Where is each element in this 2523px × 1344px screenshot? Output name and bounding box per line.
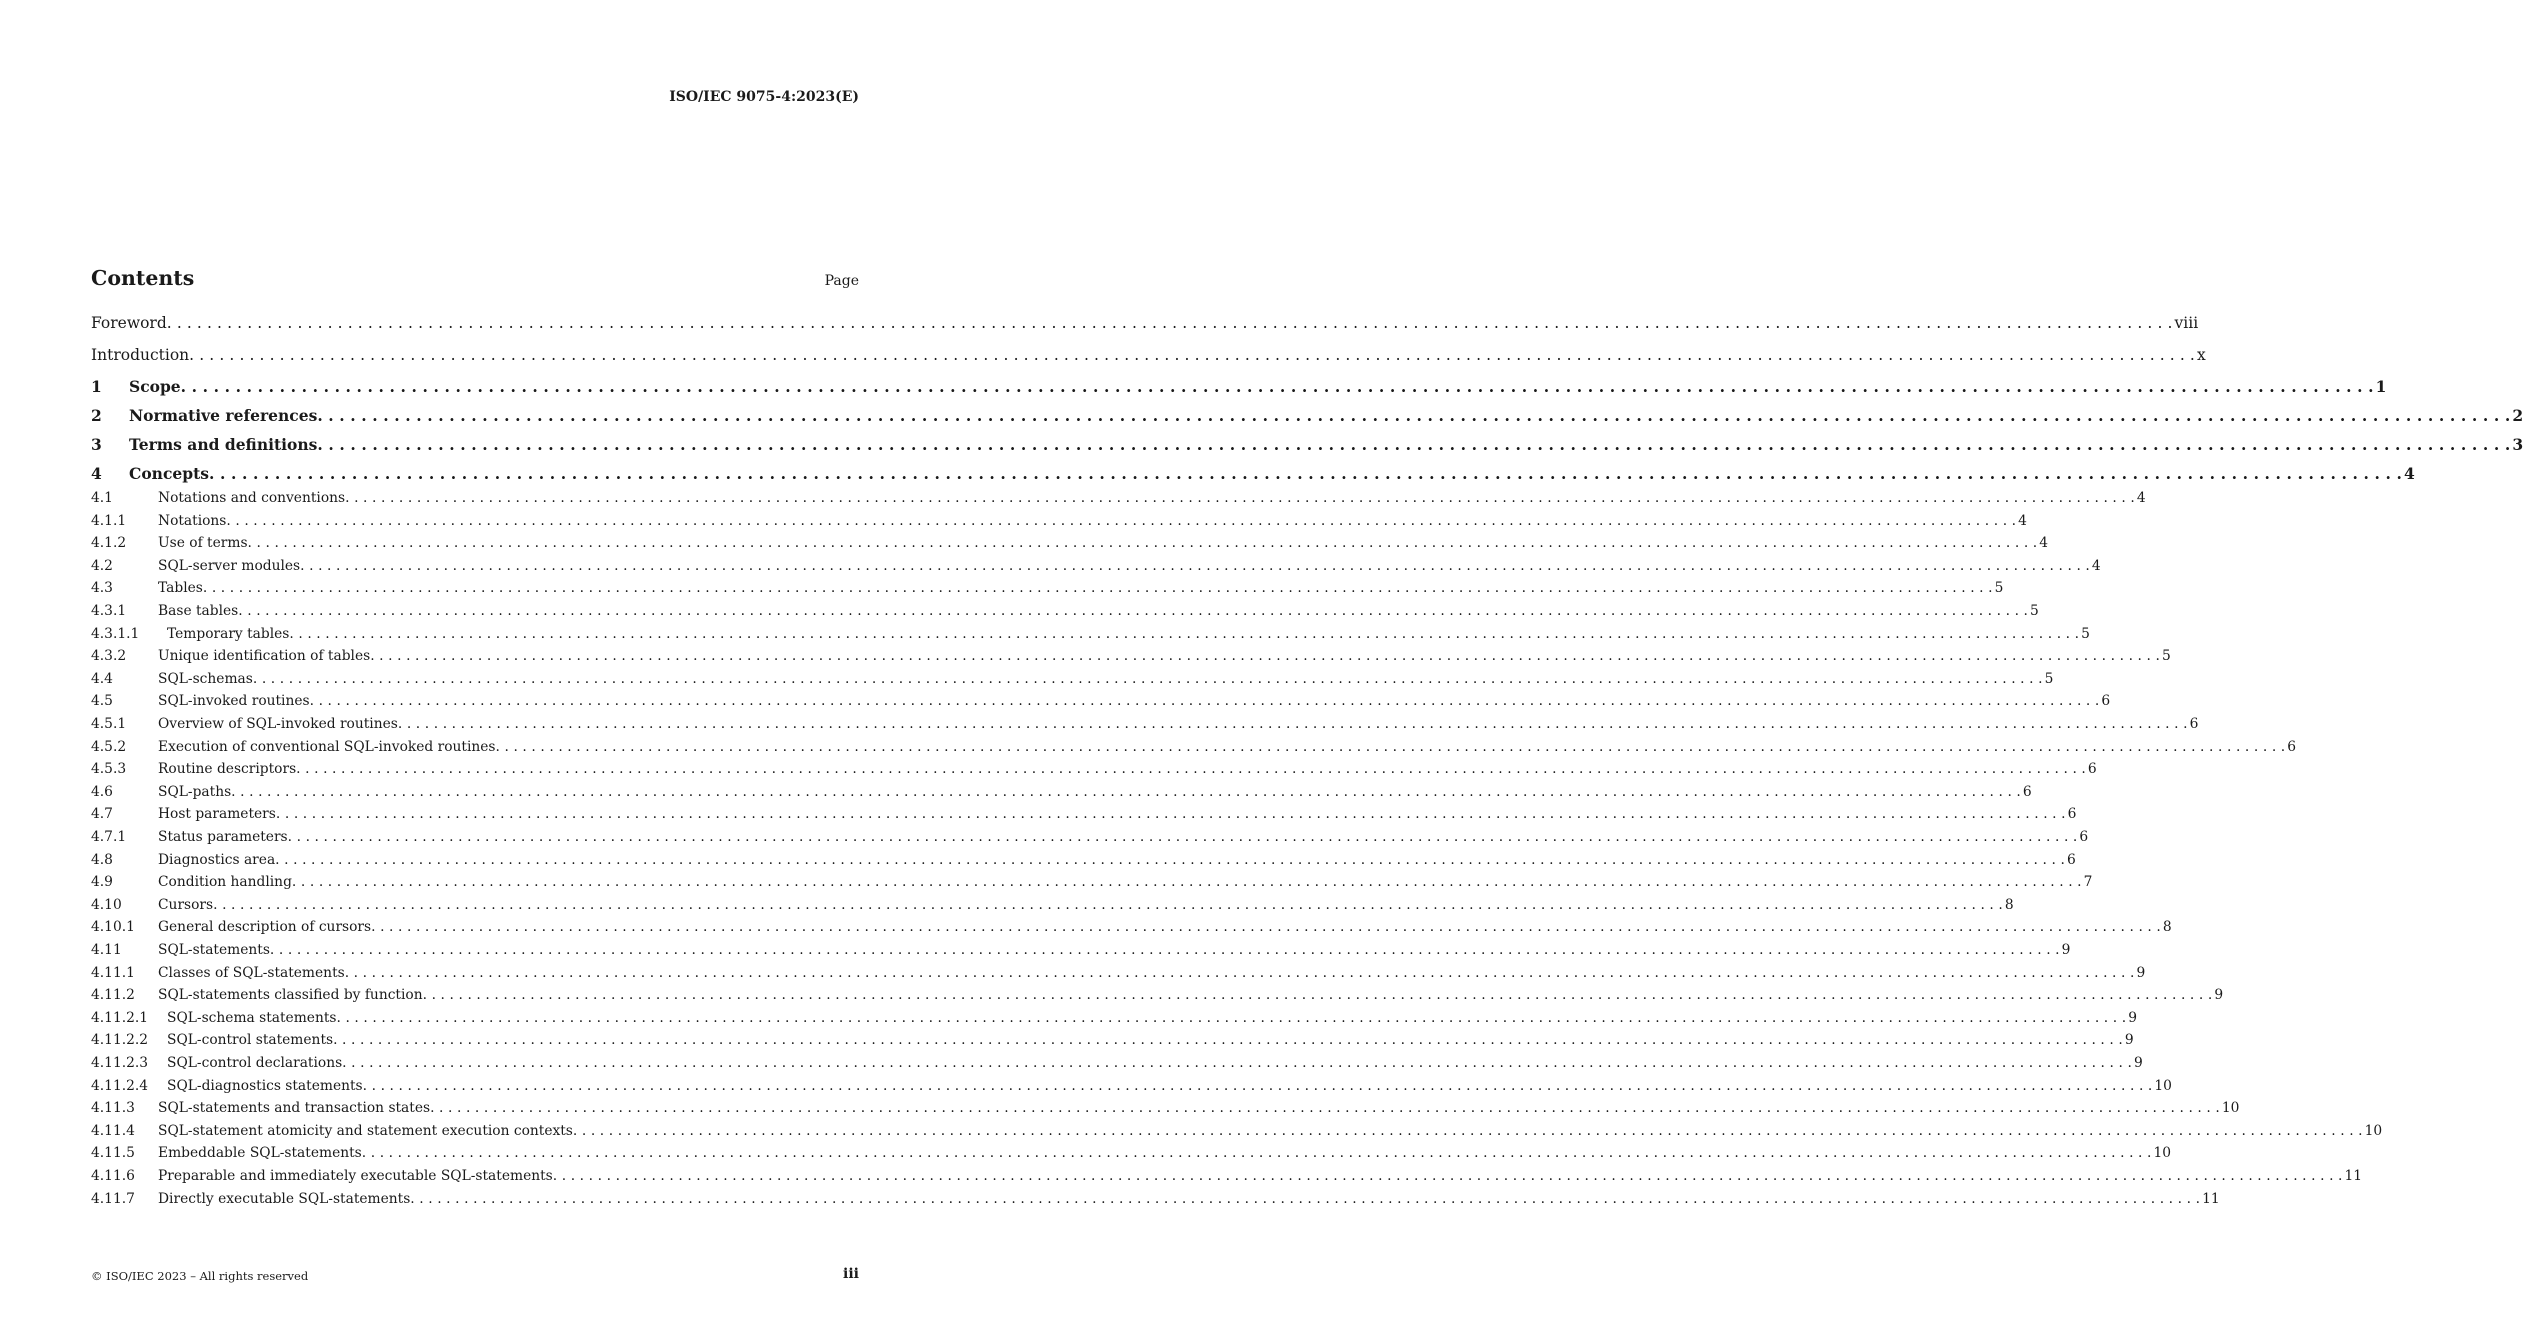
toc-dot-leader: . . . . . . . . . . . . . . . . . . . . . . . . . . . . . . . . . . . . . . . . . . . . . . . . . . . . . . . . . . . . . . . . . . . . . . . . . . . . . . . . . . . . . . . . . . . . . . . . . . . . . . . . . . . . . . . . . . . . . . . . . . . . . . . . . . . . . . . . . . . . . . . . . . . . . . . . . . . . . . . . . . . . . . . . . . . . . . . . . . . . . . . . . . . . . . . . . . . . . . . . (287, 829, 2078, 845)
toc-entry-number: 4.5.3 (91, 761, 127, 778)
toc-entry-number: 4.10 (91, 896, 122, 913)
toc-entry[interactable] (91, 1032, 2134, 1054)
toc-entry-page: 9 (2136, 964, 2146, 981)
toc-entry-number: 4.3.1 (91, 603, 127, 619)
toc-entry-number: 4.11.7 (91, 1190, 135, 1207)
toc-entry-page: 6 (2087, 761, 2097, 778)
toc-dot-leader: . . . . . . . . . . . . . . . . . . . . . . . . . . . . . . . . . . . . . . . . . . . . . . . . . . . . . . . . . . . . . . . . . . . . . . . . . . . . . . . . . . . . . . . . . . . . . . . . . . . . . . . . . . . . . . . . . . . . . . . . . . . . . . . . . . . . . . . . . . . . . . . . . . . . . . . . . . . . . . . . . . . . . . . . . . . . . . . . . . . . . . . . . . . . . . . . . . . . . . . . (333, 1032, 2123, 1049)
toc-entry[interactable] (91, 1055, 2143, 1077)
toc-entry-page: 9 (2133, 1055, 2143, 1071)
toc-entry-number: 4.11.2.1 (91, 1009, 149, 1026)
toc-entry[interactable] (91, 377, 2387, 399)
toc-entry[interactable] (91, 346, 2206, 368)
toc-entry-title: SQL-control declarations (167, 1055, 343, 1071)
toc-entry[interactable] (91, 919, 2172, 941)
toc-entry[interactable] (91, 964, 2146, 987)
toc-dot-leader: . . . . . . . . . . . . . . . . . . . . . . . . . . . . . . . . . . . . . . . . . . . . . . . . . . . . . . . . . . . . . . . . . . . . . . . . . . . . . . . . . . . . . . . . . . . . . . . . . . . . . . . . . . . . . . . . . . . . . . . . . . . . . . . . . . . . . . . . . . . . . . . . . . . . . . . . . . . . . . . . . . . . . . . . . . . . . . . . . . . . . . . . . . . . . . . . . . . . . . . . (180, 377, 2374, 396)
toc-dot-leader: . . . . . . . . . . . . . . . . . . . . . . . . . . . . . . . . . . . . . . . . . . . . . . . . . . . . . . . . . . . . . . . . . . . . . . . . . . . . . . . . . . . . . . . . . . . . . . . . . . . . . . . . . . . . . . . . . . . . . . . . . . . . . . . . . . . . . . . . . . . . . . . . . . . . . . . . . . . . . . . . . . . . . . . . . . . . . . . . . . . . . . . . . . . . . . . . . . . . . . . . (269, 942, 2060, 958)
toc-entry[interactable] (91, 693, 2111, 715)
toc-entry-title: Overview of SQL-invoked routines (158, 716, 398, 732)
toc-dot-leader: . . . . . . . . . . . . . . . . . . . . . . . . . . . . . . . . . . . . . . . . . . . . . . . . . . . . . . . . . . . . . . . . . . . . . . . . . . . . . . . . . . . . . . . . . . . . . . . . . . . . . . . . . . . . . . . . . . . . . . . . . . . . . . . . . . . . . . . . . . . . . . . . . . . . . . . . . . . . . . . . . . . . . . . . . . . . . . . . . . . . . . . . . . . . . . . . . . . . . . . . (208, 464, 2402, 483)
page-column-label: Page (824, 273, 859, 289)
toc-entry[interactable] (91, 1145, 2172, 1167)
toc-entry-title: Diagnostics area (158, 851, 276, 868)
toc-dot-leader: . . . . . . . . . . . . . . . . . . . . . . . . . . . . . . . . . . . . . . . . . . . . . . . . . . . . . . . . . . . . . . . . . . . . . . . . . . . . . . . . . . . . . . . . . . . . . . . . . . . . . . . . . . . . . . . . . . . . . . . . . . . . . . . . . . . . . . . . . . . . . . . . . . . . . . . . . . . . . . . . . . . . . . . . . . . . . . . . . . . . . . . . . . . . . . . . . . . . . . . . (317, 406, 2511, 425)
toc-dot-leader: . . . . . . . . . . . . . . . . . . . . . . . . . . . . . . . . . . . . . . . . . . . . . . . . . . . . . . . . . . . . . . . . . . . . . . . . . . . . . . . . . . . . . . . . . . . . . . . . . . . . . . . . . . . . . . . . . . . . . . . . . . . . . . . . . . . . . . . . . . . . . . . . . . . . . . . . . . . . . . . . . . . . . . . . . . . . . . . . . . . . . . . . . . . . . . . . . . . . . . . . (371, 919, 2161, 936)
toc-entry-page: 8 (2004, 896, 2014, 913)
toc-entry-title: Foreword (91, 314, 167, 332)
toc-dot-leader: . . . . . . . . . . . . . . . . . . . . . . . . . . . . . . . . . . . . . . . . . . . . . . . . . . . . . . . . . . . . . . . . . . . . . . . . . . . . . . . . . . . . . . . . . . . . . . . . . . . . . . . . . . . . . . . . . . . . . . . . . . . . . . . . . . . . . . . . . . . . . . . . . . . . . . . . . . . . . . . . . . . . . . . . . . . . . . . . . . . . . . . . . . . . . . . . . . . . . . . . (362, 1077, 2153, 1094)
toc-dot-leader: . . . . . . . . . . . . . . . . . . . . . . . . . . . . . . . . . . . . . . . . . . . . . . . . . . . . . . . . . . . . . . . . . . . . . . . . . . . . . . . . . . . . . . . . . . . . . . . . . . . . . . . . . . . . . . . . . . . . . . . . . . . . . . . . . . . . . . . . . . . . . . . . . . . . . . . . . . . . . . . . . . . . . . . . . . . . . . . . . . . . . . . . . . . . . . . . . . . . . . . . (572, 1122, 2363, 1139)
toc-entry-page: 6 (2287, 738, 2297, 755)
toc-entry-number: 4.6 (91, 783, 113, 800)
toc-entry-number: 4.3.1.1 (91, 625, 140, 642)
toc-entry[interactable] (91, 464, 2415, 486)
copyright-notice: © ISO/IEC 2023 – All rights reserved (91, 1269, 309, 1283)
toc-entry-title: SQL-schema statements (167, 1009, 337, 1026)
toc-entry-page: 5 (2161, 648, 2171, 665)
toc-entry-title: SQL-control statements (167, 1032, 334, 1049)
toc-entry-title: Scope (129, 377, 181, 396)
toc-entry-page: 10 (2364, 1122, 2383, 1139)
toc-entry-title: General description of cursors (158, 919, 372, 936)
toc-entry-title: Status parameters (158, 829, 288, 845)
toc-entry-number: 4.11.2.4 (91, 1077, 149, 1094)
toc-entry-number: 4 (91, 464, 102, 483)
toc-entry-number: 4.3.2 (91, 648, 127, 665)
toc-entry[interactable] (91, 761, 2097, 783)
toc-entry-title: Classes of SQL-statements (158, 964, 345, 981)
toc-entry-number: 4.4 (91, 670, 113, 687)
toc-entry-number: 4.11.1 (91, 964, 135, 981)
toc-entry-title: Notations (158, 512, 227, 529)
toc-dot-leader: . . . . . . . . . . . . . . . . . . . . . . . . . . . . . . . . . . . . . . . . . . . . . . . . . . . . . . . . . . . . . . . . . . . . . . . . . . . . . . . . . . . . . . . . . . . . . . . . . . . . . . . . . . . . . . . . . . . . . . . . . . . . . . . . . . . . . . . . . . . . . . . . . . . . . . . . . . . . . . . . . . . . . . . . . . . . . . . . . . . . . . . . . . . . . . . . . . . . . . . . (213, 896, 2003, 913)
toc-entry-title: SQL-statements classified by function (158, 987, 423, 1004)
toc-entry-title: Introduction (91, 346, 190, 364)
toc-entry-title: SQL-schemas (158, 670, 253, 687)
toc-entry[interactable] (91, 580, 2004, 602)
toc-entry-page: 6 (2022, 783, 2032, 800)
toc-entry-number: 4.11.2.2 (91, 1032, 149, 1049)
toc-entry-title: Embeddable SQL-statements (158, 1145, 362, 1162)
toc-entry[interactable] (91, 512, 2027, 535)
toc-entry[interactable] (91, 851, 2076, 874)
toc-entry-page: 11 (2344, 1168, 2363, 1184)
toc-dot-leader: . . . . . . . . . . . . . . . . . . . . . . . . . . . . . . . . . . . . . . . . . . . . . . . . . . . . . . . . . . . . . . . . . . . . . . . . . . . . . . . . . . . . . . . . . . . . . . . . . . . . . . . . . . . . . . . . . . . . . . . . . . . . . . . . . . . . . . . . . . . . . . . . . . . . . . . . . . . . . . . . . . . . . . . . . . . . . . . . . . . . . . . . . . . . . . . . . . . . . . . . (275, 851, 2065, 868)
toc-dot-leader: . . . . . . . . . . . . . . . . . . . . . . . . . . . . . . . . . . . . . . . . . . . . . . . . . . . . . . . . . . . . . . . . . . . . . . . . . . . . . . . . . . . . . . . . . . . . . . . . . . . . . . . . . . . . . . . . . . . . . . . . . . . . . . . . . . . . . . . . . . . . . . . . . . . . . . . . . . . . . . . . . . . . . . . . . . . . . . . . . . . . . . . . . . . . . . . . . . . . . . . . (430, 1100, 2220, 1117)
toc-entry[interactable] (91, 603, 2039, 625)
toc-entry[interactable] (91, 535, 2049, 557)
toc-entry-page: 9 (2124, 1032, 2134, 1049)
toc-entry[interactable] (91, 1190, 2220, 1213)
toc-dot-leader: . . . . . . . . . . . . . . . . . . . . . . . . . . . . . . . . . . . . . . . . . . . . . . . . . . . . . . . . . . . . . . . . . . . . . . . . . . . . . . . . . . . . . . . . . . . . . . . . . . . . . . . . . . . . . . . . . . . . . . . . . . . . . . . . . . . . . . . . . . . . . . . . . . . . . . . . . . . . . . . . . . . . . . . . . . . . . . . . . . . . . . . . . . . . . . . . . . . . . . . . (342, 1055, 2132, 1071)
toc-entry-number: 4.11.2 (91, 987, 135, 1004)
toc-entry[interactable] (91, 670, 2054, 693)
toc-entry-title: Temporary tables (167, 625, 290, 642)
toc-entry-page: 10 (2153, 1145, 2172, 1162)
toc-entry-page: 1 (2375, 377, 2387, 396)
toc-entry-page: 5 (2081, 625, 2090, 642)
toc-dot-leader: . . . . . . . . . . . . . . . . . . . . . . . . . . . . . . . . . . . . . . . . . . . . . . . . . . . . . . . . . . . . . . . . . . . . . . . . . . . . . . . . . . . . . . . . . . . . . . . . . . . . . . . . . . . . . . . . . . . . . . . . . . . . . . . . . . . . . . . . . . . . . . . . . . . . . . . . . . . . . . . . . . . . . . . . . . . . . . . . . . . . . . . . . . . . . . . . . . . . . . . . (336, 1009, 2127, 1026)
toc-dot-leader: . . . . . . . . . . . . . . . . . . . . . . . . . . . . . . . . . . . . . . . . . . . . . . . . . . . . . . . . . . . . . . . . . . . . . . . . . . . . . . . . . . . . . . . . . . . . . . . . . . . . . . . . . . . . . . . . . . . . . . . . . . . . . . . . . . . . . . . . . . . . . . . . . . . . . . . . . . . . . . . . . . . . . . . . . . . . . . . . . . . . . . . . . . . . . . . . . . . . . . . . (361, 1145, 2152, 1162)
toc-entry-title: Unique identification of tables (158, 648, 371, 665)
toc-dot-leader: . . . . . . . . . . . . . . . . . . . . . . . . . . . . . . . . . . . . . . . . . . . . . . . . . . . . . . . . . . . . . . . . . . . . . . . . . . . . . . . . . . . . . . . . . . . . . . . . . . . . . . . . . . . . . . . . . . . . . . . . . . . . . . . . . . . . . . . . . . . . . . . . . . . . . . . . . . . . . . . . . . . . . . . . . . . . . . . . . . . . . . . . . . . . . . . . . . . . . . . . (344, 964, 2135, 981)
toc-entry-page: 9 (2128, 1009, 2138, 1026)
toc-entry[interactable] (91, 648, 2171, 670)
toc-entry-page: 6 (2066, 851, 2076, 868)
toc-entry-number: 4.9 (91, 874, 113, 891)
toc-entry-page: 6 (2079, 829, 2089, 845)
toc-dot-leader: . . . . . . . . . . . . . . . . . . . . . . . . . . . . . . . . . . . . . . . . . . . . . . . . . . . . . . . . . . . . . . . . . . . . . . . . . . . . . . . . . . . . . . . . . . . . . . . . . . . . . . . . . . . . . . . . . . . . . . . . . . . . . . . . . . . . . . . . . . . . . . . . . . . . . . . . . . . . . . . . . . . . . . . . . . . . . . . . . . . . . . . . . . . . . . . . . . . . . . . . (309, 693, 2100, 710)
toc-entry-page: 5 (2044, 670, 2054, 687)
toc-entry[interactable] (91, 806, 2077, 828)
toc-entry-number: 1 (91, 377, 102, 396)
toc-dot-leader: . . . . . . . . . . . . . . . . . . . . . . . . . . . . . . . . . . . . . . . . . . . . . . . . . . . . . . . . . . . . . . . . . . . . . . . . . . . . . . . . . . . . . . . . . . . . . . . . . . . . . . . . . . . . . . . . . . . . . . . . . . . . . . . . . . . . . . . . . . . . . . . . . . . . . . . . . . . . . . . . . . . . . . . . . . . . . . . . . . . . . . . . . . . . . . . . . . . . . . . . (275, 806, 2066, 823)
toc-dot-leader: . . . . . . . . . . . . . . . . . . . . . . . . . . . . . . . . . . . . . . . . . . . . . . . . . . . . . . . . . . . . . . . . . . . . . . . . . . . . . . . . . . . . . . . . . . . . . . . . . . . . . . . . . . . . . . . . . . . . . . . . . . . . . . . . . . . . . . . . . . . . . . . . . . . . . . . . . . . . . . . . . . . . . . . . . . . . . . . . . . . . . . . . . . . . . . . . . . . . . . . . (291, 874, 2082, 891)
toc-dot-leader: . . . . . . . . . . . . . . . . . . . . . . . . . . . . . . . . . . . . . . . . . . . . . . . . . . . . . . . . . . . . . . . . . . . . . . . . . . . . . . . . . . . . . . . . . . . . . . . . . . . . . . . . . . . . . . . . . . . . . . . . . . . . . . . . . . . . . . . . . . . . . . . . . . . . . . . . . . . . . . . . . . . . . . . . . . . . . . . . . . . . . . . . . . . . . . . . . . . . . . . . (289, 625, 2080, 642)
toc-entry-page: 9 (2214, 987, 2224, 1004)
toc-entry-title: Tables (158, 580, 203, 597)
toc-dot-leader: . . . . . . . . . . . . . . . . . . . . . . . . . . . . . . . . . . . . . . . . . . . . . . . . . . . . . . . . . . . . . . . . . . . . . . . . . . . . . . . . . . . . . . . . . . . . . . . . . . . . . . . . . . . . . . . . . . . . . . . . . . . . . . . . . . . . . . . . . . . . . . . . . . . . . . . . . . . . . . . . . . . . . . . . . . . . . . . . . . . . . . . . . . . . . . . . . . . . . . . . (300, 557, 2090, 574)
toc-entry-title: Concepts (129, 464, 209, 483)
toc-entry[interactable] (91, 942, 2071, 964)
toc-entry-number: 4.10.1 (91, 919, 135, 936)
toc-entry-number: 4.11.5 (91, 1145, 135, 1162)
toc-entry-title: Preparable and immediately executable SQL-statements (158, 1168, 553, 1184)
toc-entry-number: 4.3 (91, 580, 113, 597)
toc-entry-number: 4.11 (91, 942, 122, 958)
toc-entry[interactable] (91, 1168, 2363, 1190)
toc-entry-title: SQL-paths (158, 783, 232, 800)
toc-dot-leader: . . . . . . . . . . . . . . . . . . . . . . . . . . . . . . . . . . . . . . . . . . . . . . . . . . . . . . . . . . . . . . . . . . . . . . . . . . . . . . . . . . . . . . . . . . . . . . . . . . . . . . . . . . . . . . . . . . . . . . . . . . . . . . . . . . . . . . . . . . . . . . . . . . . . . . . . . . . . . . . . . . . . . . . . . . . . . . . . . . . . . . . . . . . . . . . . . . . . . . . . (247, 535, 2038, 552)
toc-entry-title: SQL-statements (158, 942, 270, 958)
toc-entry-title: Notations and conventions (158, 490, 346, 506)
toc-entry-title: Directly executable SQL-statements (158, 1190, 411, 1207)
toc-dot-leader: . . . . . . . . . . . . . . . . . . . . . . . . . . . . . . . . . . . . . . . . . . . . . . . . . . . . . . . . . . . . . . . . . . . . . . . . . . . . . . . . . . . . . . . . . . . . . . . . . . . . . . . . . . . . . . . . . . . . . . . . . . . . . . . . . . . . . . . . . . . . . . . . . . . . . . . . . . . . . . . . . . . . . . . . . . . . . . . . . . . . . . . . . . . . . . . . . . . . . . . . (495, 738, 2286, 755)
toc-entry-number: 3 (91, 435, 102, 454)
toc-entry[interactable] (91, 1122, 2383, 1145)
toc-dot-leader: . . . . . . . . . . . . . . . . . . . . . . . . . . . . . . . . . . . . . . . . . . . . . . . . . . . . . . . . . . . . . . . . . . . . . . . . . . . . . . . . . . . . . . . . . . . . . . . . . . . . . . . . . . . . . . . . . . . . . . . . . . . . . . . . . . . . . . . . . . . . . . . . . . . . . . . . . . . . . . . . . . . . . . . . . . . . . . . . . . . . . . . . . . . . . . . . . . . . . . . . (189, 346, 2195, 364)
toc-entry-number: 4.2 (91, 557, 113, 574)
document-id: ISO/IEC 9075-4:2023(E) (669, 89, 859, 105)
toc-entry-number: 4.11.6 (91, 1168, 135, 1184)
toc-entry-page: 3 (2512, 435, 2523, 454)
toc-dot-leader: . . . . . . . . . . . . . . . . . . . . . . . . . . . . . . . . . . . . . . . . . . . . . . . . . . . . . . . . . . . . . . . . . . . . . . . . . . . . . . . . . . . . . . . . . . . . . . . . . . . . . . . . . . . . . . . . . . . . . . . . . . . . . . . . . . . . . . . . . . . . . . . . . . . . . . . . . . . . . . . . . . . . . . . . . . . . . . . . . . . . . . . . . . . . . . . . . . . . . . . . (166, 314, 2173, 332)
toc-entry[interactable] (91, 314, 2199, 336)
toc-entry-number: 4.11.3 (91, 1100, 135, 1117)
toc-dot-leader: . . . . . . . . . . . . . . . . . . . . . . . . . . . . . . . . . . . . . . . . . . . . . . . . . . . . . . . . . . . . . . . . . . . . . . . . . . . . . . . . . . . . . . . . . . . . . . . . . . . . . . . . . . . . . . . . . . . . . . . . . . . . . . . . . . . . . . . . . . . . . . . . . . . . . . . . . . . . . . . . . . . . . . . . . . . . . . . . . . . . . . . . . . . . . . . . . . . . . . . . (252, 670, 2043, 687)
toc-entry-page: 2 (2512, 406, 2523, 425)
toc-entry[interactable] (91, 1100, 2240, 1122)
page-number: iii (843, 1266, 859, 1282)
toc-dot-leader: . . . . . . . . . . . . . . . . . . . . . . . . . . . . . . . . . . . . . . . . . . . . . . . . . . . . . . . . . . . . . . . . . . . . . . . . . . . . . . . . . . . . . . . . . . . . . . . . . . . . . . . . . . . . . . . . . . . . . . . . . . . . . . . . . . . . . . . . . . . . . . . . . . . . . . . . . . . . . . . . . . . . . . . . . . . . . . . . . . . . . . . . . . . . . . . . . . . . . . . . (410, 1190, 2201, 1207)
toc-entry-title: SQL-statement atomicity and statement execution contexts (158, 1122, 573, 1139)
toc-entry[interactable] (91, 829, 2089, 851)
toc-dot-leader: . . . . . . . . . . . . . . . . . . . . . . . . . . . . . . . . . . . . . . . . . . . . . . . . . . . . . . . . . . . . . . . . . . . . . . . . . . . . . . . . . . . . . . . . . . . . . . . . . . . . . . . . . . . . . . . . . . . . . . . . . . . . . . . . . . . . . . . . . . . . . . . . . . . . . . . . . . . . . . . . . . . . . . . . . . . . . . . . . . . . . . . . . . . . . . . . . . . . . . . . (202, 580, 1993, 597)
toc-entry-number: 4.5.2 (91, 738, 127, 755)
toc-entry-title: Execution of conventional SQL-invoked routines (158, 738, 496, 755)
toc-entry-page: 4 (2136, 490, 2146, 506)
toc-entry-page: 10 (2154, 1077, 2172, 1094)
toc-entry-title: SQL-diagnostics statements (167, 1077, 363, 1094)
toc-entry[interactable] (91, 1009, 2138, 1032)
toc-entry-title: Routine descriptors (158, 761, 297, 778)
toc-dot-leader: . . . . . . . . . . . . . . . . . . . . . . . . . . . . . . . . . . . . . . . . . . . . . . . . . . . . . . . . . . . . . . . . . . . . . . . . . . . . . . . . . . . . . . . . . . . . . . . . . . . . . . . . . . . . . . . . . . . . . . . . . . . . . . . . . . . . . . . . . . . . . . . . . . . . . . . . . . . . . . . . . . . . . . . . . . . . . . . . . . . . . . . . . . . . . . . . . . . . . . . . (296, 761, 2086, 778)
toc-dot-leader: . . . . . . . . . . . . . . . . . . . . . . . . . . . . . . . . . . . . . . . . . . . . . . . . . . . . . . . . . . . . . . . . . . . . . . . . . . . . . . . . . . . . . . . . . . . . . . . . . . . . . . . . . . . . . . . . . . . . . . . . . . . . . . . . . . . . . . . . . . . . . . . . . . . . . . . . . . . . . . . . . . . . . . . . . . . . . . . . . . . . . . . . . . . . . . . . . . . . . . . . (231, 783, 2021, 800)
toc-entry-number: 4.1.1 (91, 512, 127, 529)
toc-entry-title: SQL-invoked routines (158, 693, 310, 710)
toc-entry[interactable] (91, 406, 2523, 428)
toc-entry-page: 4 (2018, 512, 2027, 529)
toc-entry[interactable] (91, 435, 2523, 457)
toc-entry-page: 7 (2083, 874, 2093, 891)
toc-entry-page: 9 (2061, 942, 2071, 958)
toc-entry-number: 2 (91, 406, 102, 425)
toc-entry[interactable] (91, 783, 2032, 806)
toc-entry-title: Terms and definitions (129, 435, 318, 454)
toc-entry-title: SQL-server modules (158, 557, 301, 574)
toc-entry[interactable] (91, 490, 2146, 512)
toc-dot-leader: . . . . . . . . . . . . . . . . . . . . . . . . . . . . . . . . . . . . . . . . . . . . . . . . . . . . . . . . . . . . . . . . . . . . . . . . . . . . . . . . . . . . . . . . . . . . . . . . . . . . . . . . . . . . . . . . . . . . . . . . . . . . . . . . . . . . . . . . . . . . . . . . . . . . . . . . . . . . . . . . . . . . . . . . . . . . . . . . . . . . . . . . . . . . . . . . . . . . . . . . (552, 1168, 2343, 1184)
toc-entry-page: viii (2174, 314, 2199, 332)
contents-title: Contents (91, 266, 195, 290)
table-of-contents (91, 0, 2523, 1344)
toc-dot-leader: . . . . . . . . . . . . . . . . . . . . . . . . . . . . . . . . . . . . . . . . . . . . . . . . . . . . . . . . . . . . . . . . . . . . . . . . . . . . . . . . . . . . . . . . . . . . . . . . . . . . . . . . . . . . . . . . . . . . . . . . . . . . . . . . . . . . . . . . . . . . . . . . . . . . . . . . . . . . . . . . . . . . . . . . . . . . . . . . . . . . . . . . . . . . . . . . . . . . . . . . (370, 648, 2160, 665)
toc-entry-number: 4.1.2 (91, 535, 127, 552)
toc-entry-page: 6 (2101, 693, 2111, 710)
toc-entry-page: 5 (2030, 603, 2039, 619)
toc-entry-number: 4.11.2.3 (91, 1055, 149, 1071)
toc-entry-number: 4.1 (91, 490, 113, 506)
toc-entry[interactable] (91, 557, 2101, 580)
toc-entry-title: Base tables (158, 603, 239, 619)
toc-dot-leader: . . . . . . . . . . . . . . . . . . . . . . . . . . . . . . . . . . . . . . . . . . . . . . . . . . . . . . . . . . . . . . . . . . . . . . . . . . . . . . . . . . . . . . . . . . . . . . . . . . . . . . . . . . . . . . . . . . . . . . . . . . . . . . . . . . . . . . . . . . . . . . . . . . . . . . . . . . . . . . . . . . . . . . . . . . . . . . . . . . . . . . . . . . . . . . . . . . . . . . . . (345, 490, 2135, 506)
toc-entry-page: 6 (2189, 716, 2199, 732)
toc-entry[interactable] (91, 1077, 2172, 1100)
toc-entry-page: 4 (2039, 535, 2049, 552)
toc-dot-leader: . . . . . . . . . . . . . . . . . . . . . . . . . . . . . . . . . . . . . . . . . . . . . . . . . . . . . . . . . . . . . . . . . . . . . . . . . . . . . . . . . . . . . . . . . . . . . . . . . . . . . . . . . . . . . . . . . . . . . . . . . . . . . . . . . . . . . . . . . . . . . . . . . . . . . . . . . . . . . . . . . . . . . . . . . . . . . . . . . . . . . . . . . . . . . . . . . . . . . . . . (397, 716, 2188, 732)
toc-entry-page: 4 (2091, 557, 2101, 574)
toc-entry[interactable] (91, 987, 2224, 1009)
toc-entry[interactable] (91, 625, 2090, 648)
toc-entry-number: 4.7.1 (91, 829, 127, 845)
toc-dot-leader: . . . . . . . . . . . . . . . . . . . . . . . . . . . . . . . . . . . . . . . . . . . . . . . . . . . . . . . . . . . . . . . . . . . . . . . . . . . . . . . . . . . . . . . . . . . . . . . . . . . . . . . . . . . . . . . . . . . . . . . . . . . . . . . . . . . . . . . . . . . . . . . . . . . . . . . . . . . . . . . . . . . . . . . . . . . . . . . . . . . . . . . . . . . . . . . . . . . . . . . . (238, 603, 2029, 619)
toc-entry-page: x (2196, 346, 2206, 364)
toc-entry-number: 4.5.1 (91, 716, 127, 732)
toc-entry-title: Condition handling (158, 874, 292, 891)
toc-entry-page: 5 (1994, 580, 2004, 597)
toc-dot-leader: . . . . . . . . . . . . . . . . . . . . . . . . . . . . . . . . . . . . . . . . . . . . . . . . . . . . . . . . . . . . . . . . . . . . . . . . . . . . . . . . . . . . . . . . . . . . . . . . . . . . . . . . . . . . . . . . . . . . . . . . . . . . . . . . . . . . . . . . . . . . . . . . . . . . . . . . . . . . . . . . . . . . . . . . . . . . . . . . . . . . . . . . . . . . . . . . . . . . . . . . (226, 512, 2017, 529)
toc-dot-leader: . . . . . . . . . . . . . . . . . . . . . . . . . . . . . . . . . . . . . . . . . . . . . . . . . . . . . . . . . . . . . . . . . . . . . . . . . . . . . . . . . . . . . . . . . . . . . . . . . . . . . . . . . . . . . . . . . . . . . . . . . . . . . . . . . . . . . . . . . . . . . . . . . . . . . . . . . . . . . . . . . . . . . . . . . . . . . . . . . . . . . . . . . . . . . . . . . . . . . . . . (317, 435, 2511, 454)
toc-entry-number: 4.5 (91, 693, 113, 710)
toc-entry-page: 6 (2067, 806, 2077, 823)
toc-entry[interactable] (91, 896, 2014, 919)
toc-entry-number: 4.11.4 (91, 1122, 135, 1139)
toc-entry-number: 4.8 (91, 851, 113, 868)
toc-entry[interactable] (91, 716, 2199, 738)
toc-entry-page: 11 (2202, 1190, 2220, 1207)
toc-entry-page: 4 (2403, 464, 2415, 483)
toc-entry-title: Cursors (158, 896, 214, 913)
toc-entry[interactable] (91, 874, 2093, 896)
toc-entry-number: 4.7 (91, 806, 113, 823)
toc-entry-title: Host parameters (158, 806, 276, 823)
toc-entry-page: 8 (2162, 919, 2172, 936)
toc-entry-title: Normative references (129, 406, 318, 425)
toc-dot-leader: . . . . . . . . . . . . . . . . . . . . . . . . . . . . . . . . . . . . . . . . . . . . . . . . . . . . . . . . . . . . . . . . . . . . . . . . . . . . . . . . . . . . . . . . . . . . . . . . . . . . . . . . . . . . . . . . . . . . . . . . . . . . . . . . . . . . . . . . . . . . . . . . . . . . . . . . . . . . . . . . . . . . . . . . . . . . . . . . . . . . . . . . . . . . . . . . . . . . . . . . (422, 987, 2213, 1004)
toc-entry-title: Use of terms (158, 535, 248, 552)
toc-entry-title: SQL-statements and transaction states (158, 1100, 431, 1117)
toc-entry[interactable] (91, 738, 2297, 761)
toc-entry-page: 10 (2221, 1100, 2240, 1117)
